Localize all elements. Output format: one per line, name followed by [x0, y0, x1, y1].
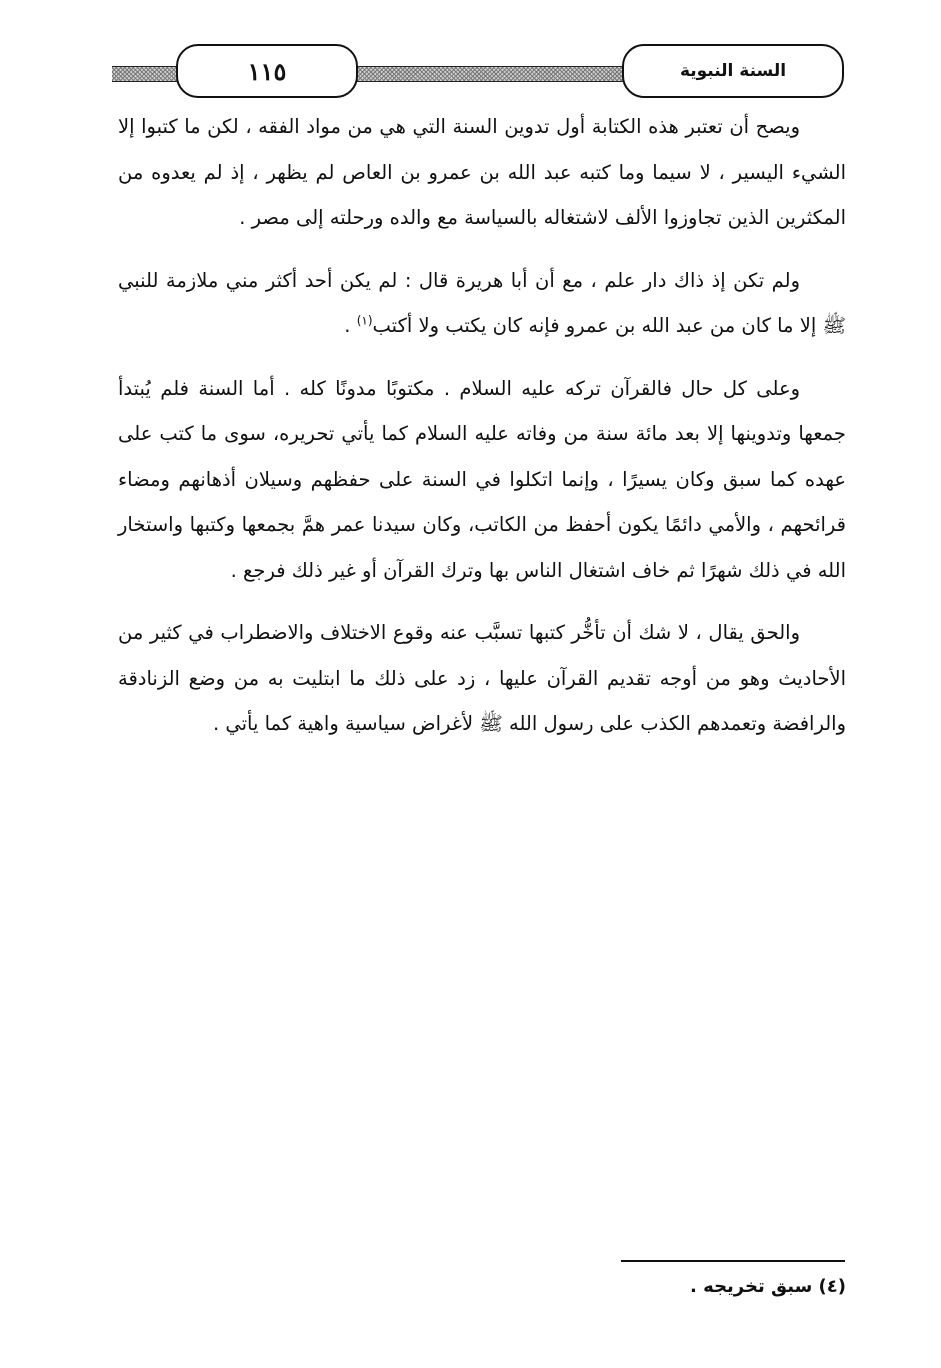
paragraph-3: وعلى كل حال فالقرآن تركه عليه السلام . مكتوبًا مدونًا كله . أما السنة فلم يُبتدأ جمعها وتدوينها إلا بعد مائة سنة من وفاته عليه السلام كما يأتي تحريره، سوى ما كتب على عهده كما سبق وكان يسيرًا ، وإنما اتكلوا في السنة على حفظهم وسيلان أذهانهم ومضاء قرائحهم ، والأمي دائمًا يكون أحفظ من الكاتب، وكان سيدنا عمر همَّ بجمعها وكتبها واستخار الله في ذلك شهرًا ثم خاف اشتغال الناس بها وترك القرآن أو غير ذلك فرجع .	[118, 376, 846, 582]
paragraph-2	[118, 258, 846, 349]
footnote: (٤) سبق تخريجه .	[690, 1276, 846, 1297]
footnote-reference: (١)	[356, 313, 373, 328]
paragraph-1: ويصح أن تعتبر هذه الكتابة أول تدوين السنة التي هي من مواد الفقه ، لكن ما كتبوا إلا الشيء اليسير ، لا سيما وما كتبه عبد الله بن عمرو بن العاص لم يظهر ، إذ لم يعدوه من المكثرين الذين تجاوزوا الألف لاشتغاله بالسياسة مع والده ورحلته إلى مصر .	[118, 115, 846, 229]
running-title: السنة النبوية	[679, 61, 787, 81]
page-number: ١١٥	[247, 56, 287, 86]
main-text	[118, 104, 846, 764]
footnote-separator	[621, 1260, 845, 1262]
running-title-frame	[622, 44, 844, 98]
paragraph-4: والحق يقال ، لا شك أن تأخُّر كتبها تسبَّب عنه وقوع الاختلاف والاضطراب في كثير من الأحاديث وهو من أوجه تقديم القرآن عليها ، زد على ذلك ما ابتليت به من وضع الزنادقة والرافضة وتعمدهم الكذب على رسول الله ﷺ لأغراض سياسية واهية كما يأتي .	[118, 621, 846, 735]
page-number-frame	[176, 44, 358, 98]
paragraph-2-text: ولم تكن إذ ذاك دار علم ، مع أن أبا هريرة قال : لم يكن أحد أكثر مني ملازمة للنبي ﷺ إلا ما كان من عبد الله بن عمرو فإنه كان يكتب ولا أكتب	[118, 268, 846, 337]
page-header	[112, 44, 842, 100]
paragraph-2-end: .	[344, 314, 357, 337]
